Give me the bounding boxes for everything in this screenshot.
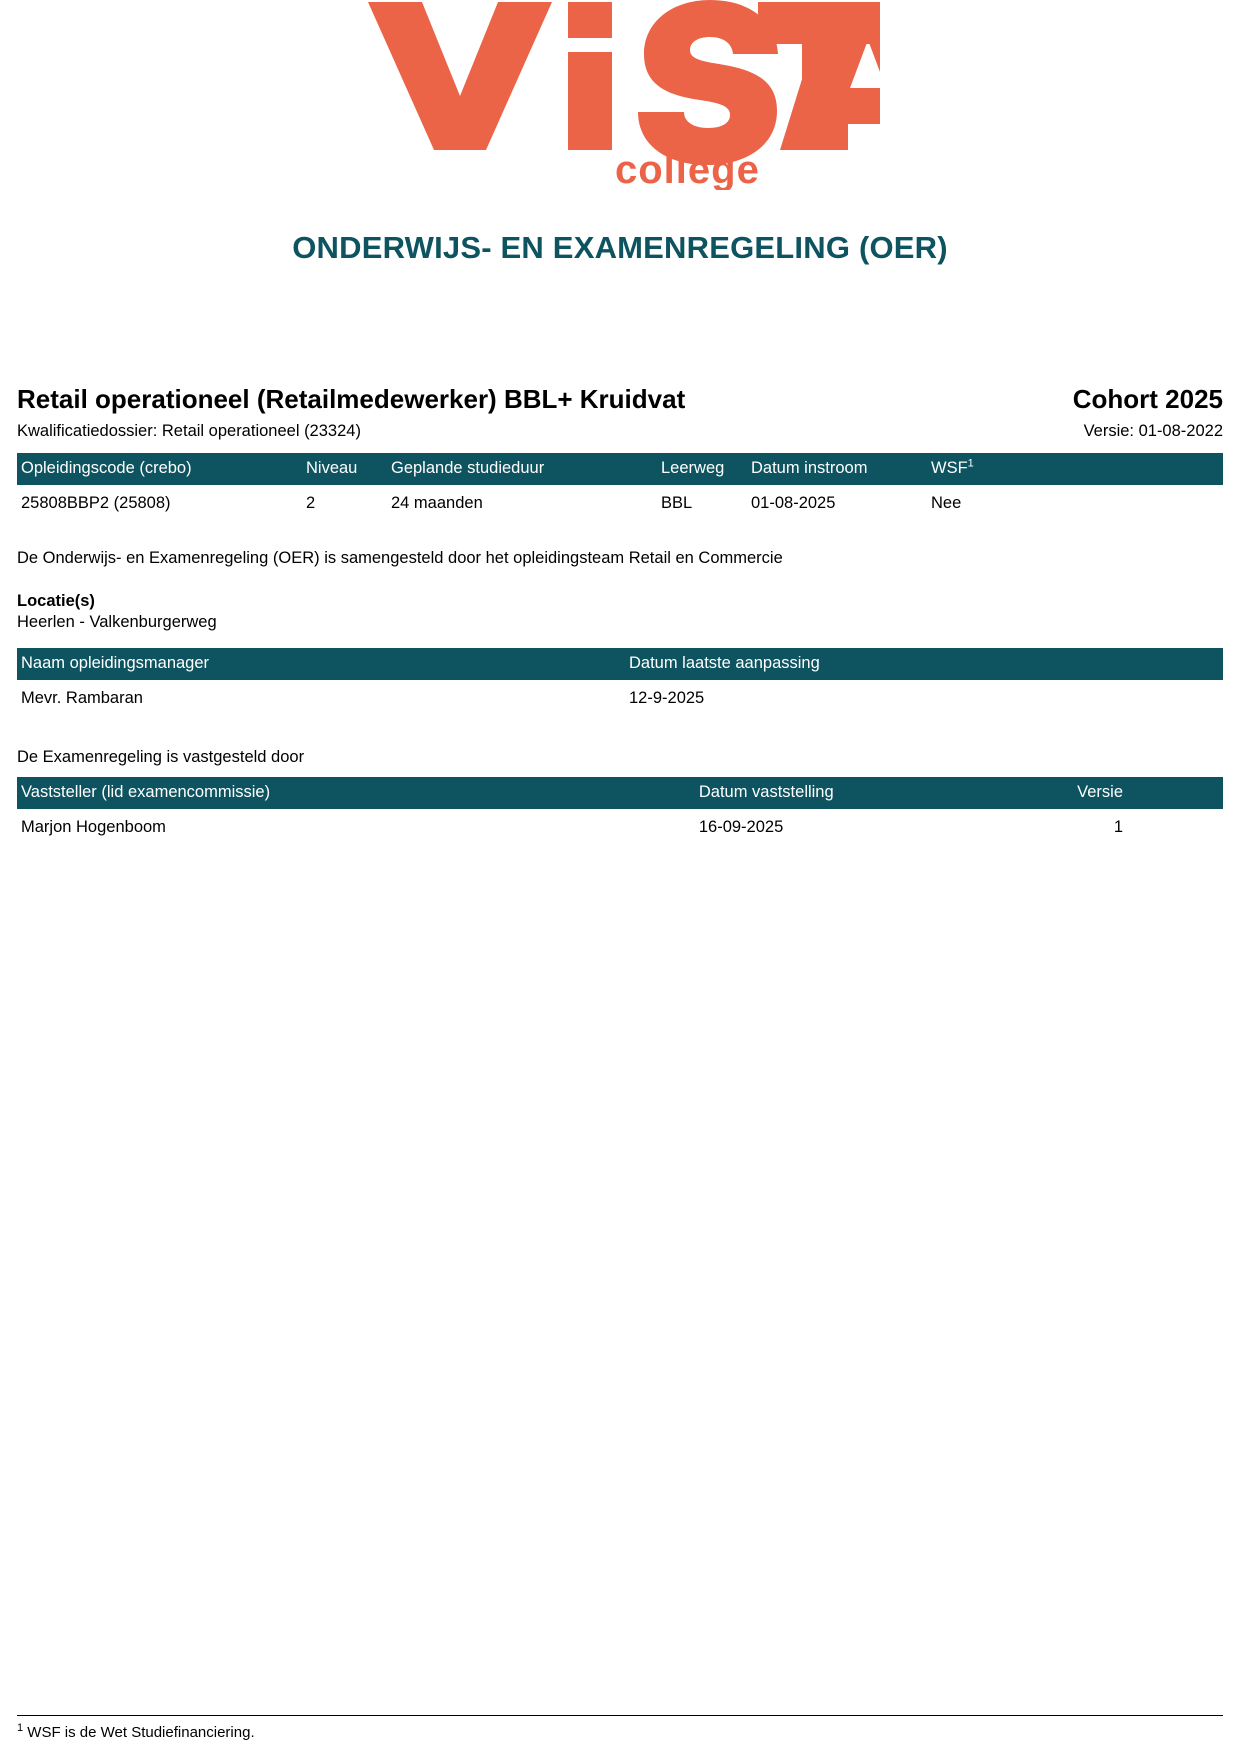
- footnote-marker: 1: [17, 1722, 24, 1734]
- vaststelling-intro: De Examenregeling is vastgesteld door: [17, 748, 305, 766]
- table-header-row: [17, 648, 1223, 680]
- col-wsf: [931, 453, 1223, 485]
- footnote-area: [0, 1715, 1240, 1741]
- col-datum-vaststelling: Datum vaststelling: [699, 777, 1077, 809]
- footnote-text: WSF is de Wet Studiefinanciering.: [23, 1724, 255, 1741]
- table-row: [17, 680, 1223, 716]
- table-header-row: [17, 453, 1223, 485]
- program-title: Retail operationeel (Retailmedewerker) BBL+ Kruidvat: [17, 384, 686, 415]
- cell-naam-opleidingsmanager: Mevr. Rambaran: [21, 689, 143, 707]
- col-vaststeller: Vaststeller (lid examencommissie): [17, 777, 699, 809]
- samenstelling-paragraph: De Onderwijs- en Examenregeling (OER) is samengesteld door het opleidingsteam Retail en Commercie: [17, 549, 783, 567]
- versie-label: Versie: 01-08-2022: [1083, 422, 1223, 440]
- logo-graphic: [360, 0, 880, 190]
- cell-versie: 1: [1113, 818, 1123, 836]
- col-studieduur: Geplande studieduur: [391, 453, 661, 485]
- col-datum-laatste-aanpassing: Datum laatste aanpassing: [629, 648, 1223, 680]
- table-row: [17, 809, 1223, 845]
- cell-leerweg: BBL: [661, 494, 693, 512]
- col-wsf-text: WSF: [931, 459, 968, 477]
- col-datum-instroom: Datum instroom: [751, 453, 931, 485]
- cohort-label: Cohort 2025: [1072, 384, 1223, 414]
- footnote-divider: [17, 1715, 1223, 1716]
- col-naam-opleidingsmanager: Naam opleidingsmanager: [17, 648, 629, 680]
- col-leerweg: Leerweg: [661, 453, 751, 485]
- page-title: ONDERWIJS- EN EXAMENREGELING (OER): [292, 230, 948, 265]
- col-versie: Versie: [1077, 777, 1223, 809]
- locatie-label: Locatie(s): [17, 592, 95, 610]
- cell-wsf: Nee: [931, 494, 962, 512]
- opleiding-table: [17, 453, 1223, 521]
- vaststelling-table: [17, 777, 1223, 845]
- opleidingsmanager-table: [17, 648, 1223, 716]
- cell-datum-laatste-aanpassing: 12-9-2025: [629, 689, 705, 707]
- svg-text:college: college: [615, 148, 760, 190]
- cell-vaststeller: Marjon Hogenboom: [21, 818, 166, 836]
- program-subheader: [17, 422, 1223, 441]
- cell-niveau: 2: [306, 494, 316, 512]
- col-opleidingscode: Opleidingscode (crebo): [17, 453, 306, 485]
- cell-datum-instroom: 01-08-2025: [751, 494, 836, 512]
- program-header: [17, 384, 1223, 415]
- col-wsf-footnote-marker: 1: [967, 457, 974, 470]
- cell-opleidingscode: 25808BBP2 (25808): [21, 494, 171, 512]
- vista-college-logo: [17, 0, 1223, 200]
- locatie-value: Heerlen - Valkenburgerweg: [17, 613, 217, 631]
- table-row: [17, 485, 1223, 521]
- col-niveau: Niveau: [306, 453, 391, 485]
- cell-datum-vaststelling: 16-09-2025: [698, 818, 784, 836]
- table-header-row: [17, 777, 1223, 809]
- footnote: [17, 1724, 1223, 1741]
- cell-studieduur: 24 maanden: [391, 494, 483, 512]
- kwalificatiedossier-label: Kwalificatiedossier: Retail operationeel (23324): [17, 422, 361, 440]
